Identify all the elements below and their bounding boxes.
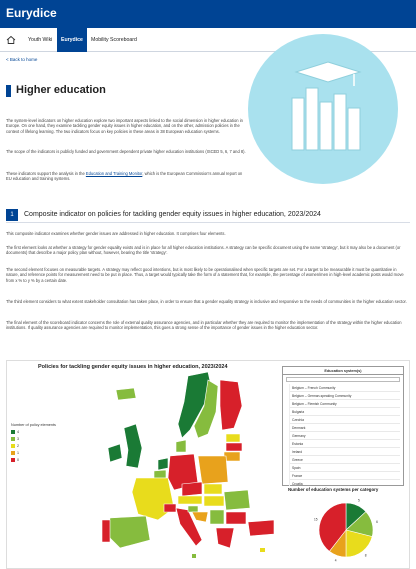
back-to-home-link[interactable]: < Back to home [6, 57, 38, 62]
page-title: Higher education [16, 84, 106, 96]
legend-label: 3 [17, 437, 19, 441]
education-systems-filter-input[interactable] [286, 377, 400, 382]
education-systems-list[interactable] [289, 384, 400, 486]
list-item[interactable]: Croatia [290, 480, 400, 486]
map-region-switzerland[interactable] [164, 504, 176, 512]
map-region-belgium[interactable] [154, 470, 166, 478]
legend-item-2[interactable] [11, 444, 19, 448]
pie-chart-container [296, 492, 396, 562]
map-region-estonia[interactable] [226, 434, 240, 442]
intro-paragraph-3 [6, 171, 246, 182]
list-item[interactable]: Belgium – French Community [290, 384, 400, 392]
pie-data-label-3: 6 [376, 520, 378, 525]
list-item[interactable]: Denmark [290, 424, 400, 432]
legend-item-0[interactable] [11, 458, 19, 462]
education-systems-header: Education system(s) [283, 367, 403, 375]
map-region-denmark[interactable] [176, 440, 186, 452]
pie-data-label-0: 15 [313, 517, 318, 522]
map-region-slovenia[interactable] [188, 506, 198, 512]
body-paragraph-5: The final element of the scoreboard indicator concerns the role of external quality assurance agencies, and in particular whether they are required to monitor the implementation of the strategy within the higher education institutions. If quality assurance agencies are required to monitor implementation, this goes a strong sense of the importance of gender issues in the higher education sector. [6, 320, 402, 331]
education-systems-panel [282, 366, 404, 486]
body-paragraph-1: This composite indicator examines whether gender issues are addressed in higher education. It comprises four elements. [6, 231, 226, 236]
map-region-romania[interactable] [224, 490, 250, 510]
pie-chart[interactable] [296, 492, 396, 562]
nav-item-youth-wiki[interactable]: Youth Wiki [28, 37, 53, 43]
map-region-iceland[interactable] [116, 388, 136, 400]
body-paragraph-4: The third element considers to what extent stakeholder consultation has taken place, in order to ensure that a gender equality strategy is inclusive and responsive to the needs of communities in the higher education sector. [6, 299, 407, 304]
map-region-netherlands[interactable] [158, 458, 168, 470]
books-graduation-cap-icon [288, 58, 368, 154]
pie-data-label-1: 4 [334, 558, 337, 562]
map-region-hungary[interactable] [204, 496, 224, 506]
top-header-bar [0, 0, 416, 28]
legend-swatch [11, 444, 15, 448]
europe-map[interactable] [12, 372, 276, 566]
list-item[interactable]: Greece [290, 456, 400, 464]
map-region-portugal[interactable] [102, 520, 110, 542]
list-item[interactable]: Germany [290, 432, 400, 440]
body-paragraph-2: The first element looks at whether a strategy for gender equality exists and is in place for all higher education institutions. A strategy can be specific document using the name 'strategy', but it may also be a document (or documents) that describe a major policy plan without, however, bearing the title 'strategy'. [6, 245, 401, 256]
section-title: Composite indicator on policies for tackling gender equity issues in higher education, 2023/2024 [24, 211, 321, 218]
home-icon[interactable] [5, 34, 17, 46]
title-accent-bar [6, 85, 11, 97]
legend-label: 2 [17, 444, 19, 448]
section-number-badge: 1 [6, 209, 18, 221]
map-region-bulgaria[interactable] [226, 512, 246, 524]
intro-paragraph-2: The scope of the indicators is publicly funded and government dependent private higher education institutions (ISCED 5, 6, 7 and 8). [6, 149, 246, 154]
legend-item-3[interactable] [11, 437, 19, 441]
intro-paragraph-3-start: These indicators support the analysis in the [6, 171, 86, 176]
legend-label: 4 [17, 430, 19, 434]
legend-item-1[interactable] [11, 451, 19, 455]
nav-item-mobility-scoreboard[interactable]: Mobility Scoreboard [91, 37, 137, 43]
map-region-austria[interactable] [178, 496, 202, 504]
legend-label: 0 [17, 458, 19, 462]
list-item[interactable]: France [290, 472, 400, 480]
pie-data-label-4: 5 [357, 498, 360, 503]
legend-item-4[interactable] [11, 430, 19, 434]
legend-label: 1 [17, 451, 19, 455]
list-item[interactable]: Belgium – Flemish Community [290, 400, 400, 408]
map-region-slovakia[interactable] [204, 484, 222, 494]
map-region-latvia[interactable] [226, 443, 242, 451]
list-item[interactable]: Spain [290, 464, 400, 472]
legend-swatch [11, 437, 15, 441]
pie-chart-title: Number of education systems per category [288, 487, 379, 492]
map-region-malta[interactable] [192, 554, 196, 558]
legend-swatch [11, 458, 15, 462]
pie-data-label-2: 8 [364, 553, 367, 558]
list-item[interactable]: Estonia [290, 440, 400, 448]
map-region-czechia[interactable] [182, 482, 202, 496]
figure-title: Policies for tackling gender equity issues in higher education, 2023/2024 [38, 364, 228, 370]
map-legend-title: Number of policy elements [11, 423, 56, 427]
list-item[interactable]: Belgium – German-speaking Community [290, 392, 400, 400]
list-item[interactable]: Ireland [290, 448, 400, 456]
intro-paragraph-3-end: , which is the European Commission's annual report on EU education and training systems. [6, 171, 243, 182]
section-heading [6, 209, 410, 223]
nav-item-eurydice[interactable]: Eurydice [57, 28, 87, 52]
list-item[interactable]: Bulgaria [290, 408, 400, 416]
intro-paragraph-1: The system-level indicators on higher education explore two important aspects linked to the social dimension in higher education in Europe. On one hand, they examine tackling gender equity issues in higher education, and on the other, admission policies in the context of lifelong learning. The two indicators focus on key policies in these areas in 38 European education systems. [6, 118, 243, 134]
map-region-turkey[interactable] [248, 520, 274, 536]
legend-swatch [11, 430, 15, 434]
map-region-serbia[interactable] [210, 510, 224, 524]
list-item[interactable]: Czechia [290, 416, 400, 424]
education-training-monitor-link[interactable]: Education and Training Monitor [85, 171, 143, 176]
legend-swatch [11, 451, 15, 455]
body-paragraph-3: The second element focuses on measurable targets. A strategy may reflect good intentions, but is most likely to be operationalised when specific targets are set. For a target to be measurable it must be quantitative in nature, and reference points for measurement need to be put in place. Thus, a target would typically take the form of a statement that, for example, the percentage of women/men in high-level academic posts would move from x % to y % by a certain date. [6, 267, 404, 283]
map-region-cyprus[interactable] [260, 548, 265, 552]
brand-logo[interactable]: Eurydice [6, 6, 57, 20]
map-region-poland[interactable] [198, 456, 228, 484]
